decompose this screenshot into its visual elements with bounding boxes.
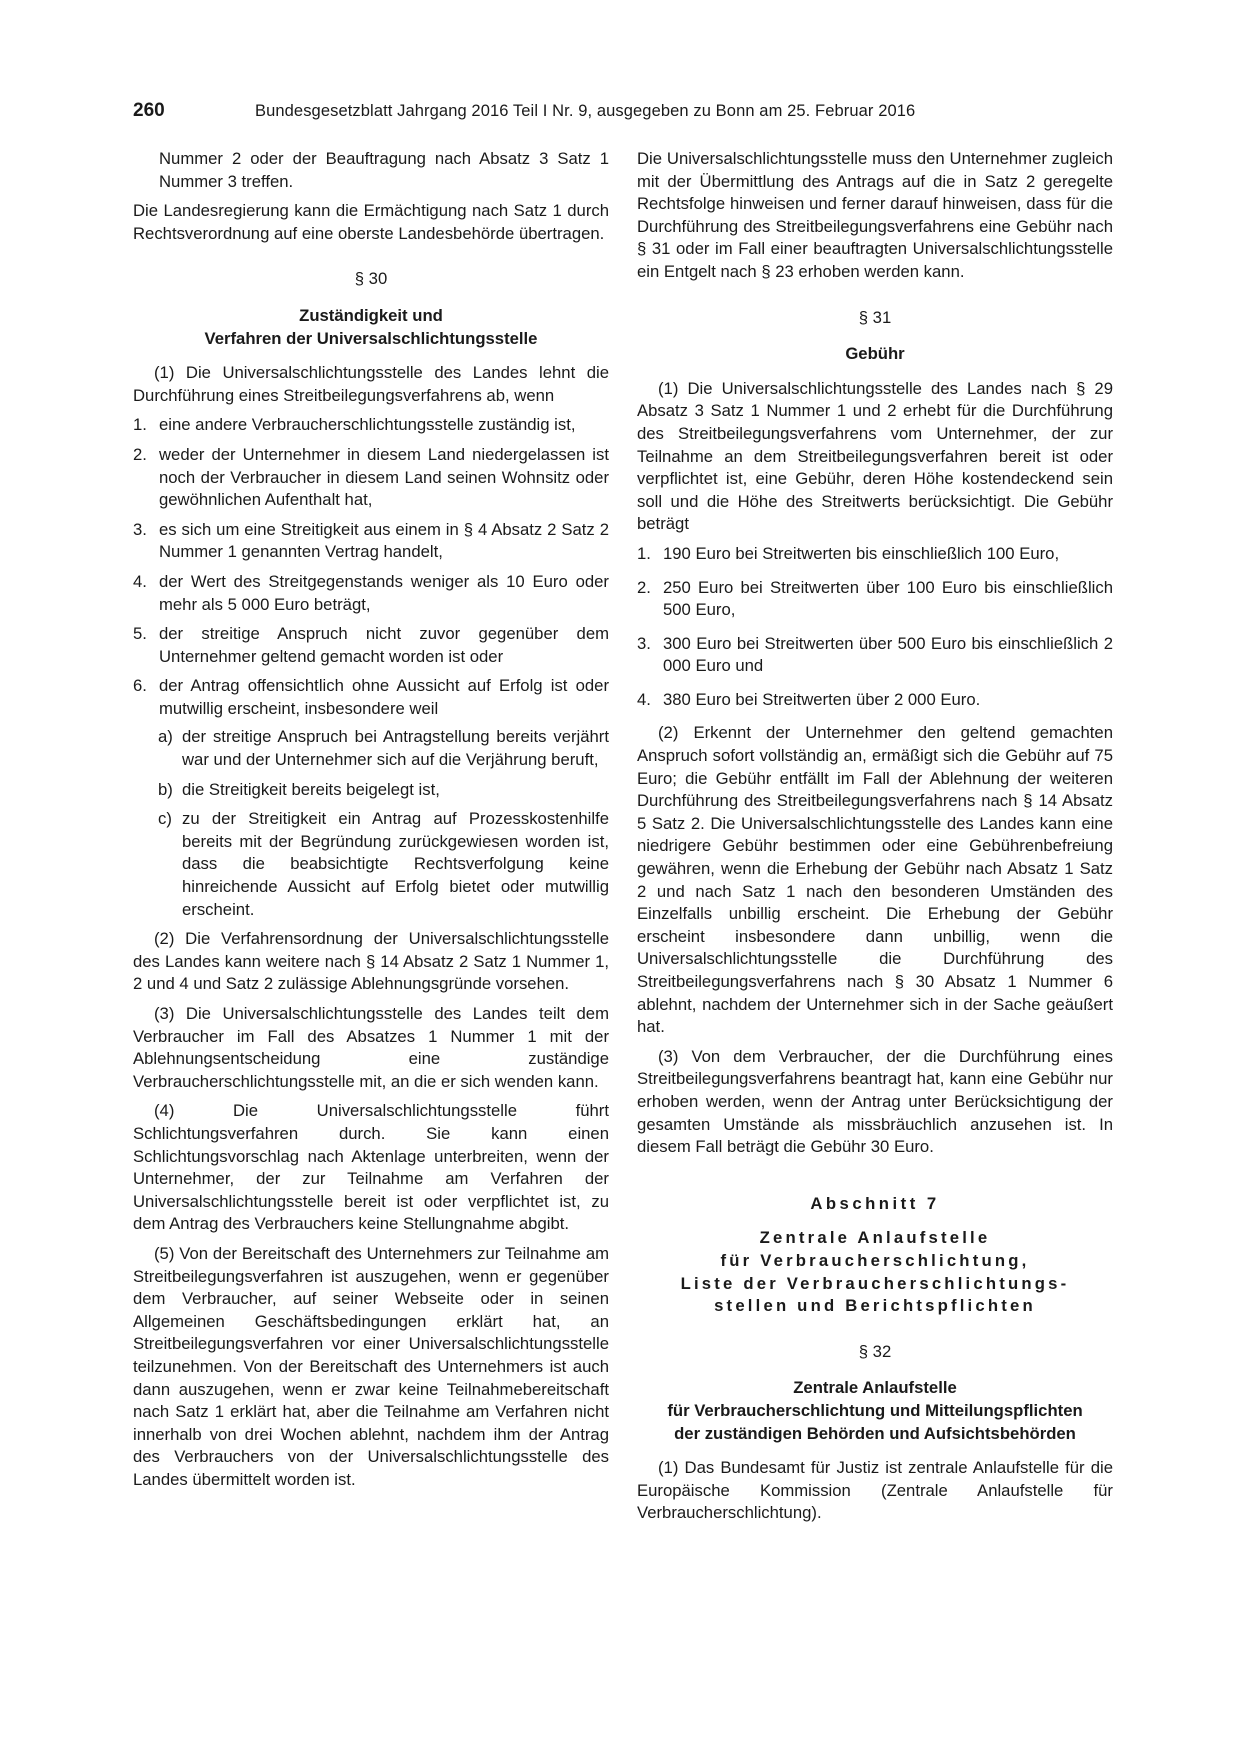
- abschnitt-7-number: Abschnitt 7: [810, 1193, 940, 1213]
- section-30-abs-4: (4) Die Universalschlichtungsstelle führt Schlichtungsverfahren durch. Sie kann einen Schlichtungsvorschlag nach Aktenlage unterbreiten, wenn der Unternehmer, der zur Teilnahme am Verfahren der Universalschlichtungsstelle bereit ist oder verpflichtet ist, zu dem Antrag des Verbrauchers keine Stellungnahme abgibt.: [133, 1101, 609, 1234]
- list-item-text: der Antrag offensichtlich ohne Aussicht auf Erfolg ist oder mutwillig erscheint, insbesondere weil: [159, 676, 609, 718]
- list-item: [133, 519, 609, 564]
- section-31-abs-3: (3) Von dem Verbraucher, der die Durchführung eines Streitbeilegungsverfahrens beantragt hat, kann eine Gebühr nur erhoben werden, wenn der Antrag unter Berücksichtigung der gesamten Umstände als missbräuchlich anzusehen ist. In diesem Fall beträgt die Gebühr 30 Euro.: [637, 1046, 1113, 1157]
- page-number: 260: [133, 100, 165, 121]
- continued-paragraph: [133, 148, 609, 193]
- page-header: [133, 100, 1108, 130]
- list-item-text: der Wert des Streitgegenstands weniger als 10 Euro oder mehr als 5 000 Euro beträgt,: [159, 571, 609, 614]
- list-item: [133, 414, 609, 437]
- right-column: [637, 148, 1113, 1532]
- section-31-number: § 31: [858, 307, 892, 327]
- section-32-title-line-3: der zuständigen Behörden und Aufsichtsbehörden: [674, 1423, 1076, 1443]
- section-30-title-line-2: Verfahren der Universalschlichtungsstelle: [204, 328, 538, 348]
- list-item: [637, 689, 1113, 712]
- paragraph-landesregierung: Die Landesregierung kann die Ermächtigung nach Satz 1 durch Rechtsverordnung auf eine oberste Landesbehörde übertragen.: [133, 201, 609, 243]
- section-30-title: [133, 305, 609, 350]
- section-32-number: § 32: [858, 1341, 892, 1361]
- list-item-label: 4.: [637, 689, 651, 709]
- sublist-item: [133, 808, 609, 921]
- section-30-number: § 30: [354, 269, 388, 289]
- section-30-list: [133, 414, 609, 720]
- list-item-text: es sich um eine Streitigkeit aus einem in § 4 Absatz 2 Satz 2 Nummer 1 genannten Vertrag handelt,: [159, 519, 609, 562]
- abschnitt-7-title-line-3: Liste der Verbraucherschlichtungs-: [680, 1273, 1070, 1293]
- list-item-label: 3.: [133, 519, 147, 539]
- abschnitt-7-title-line-4: stellen und Berichtspflichten: [714, 1296, 1036, 1316]
- section-30-sublist: [133, 726, 609, 921]
- list-item: [133, 444, 609, 512]
- list-item-label: 6.: [133, 676, 147, 696]
- list-item-label: 3.: [637, 633, 651, 653]
- continued-paragraph-right: Die Universalschlichtungsstelle muss den Unternehmer zugleich mit der Übermittlung des Antrags auf die in Satz 2 geregelte Rechtsfolge hinweisen und ferner darauf hinweisen, dass für die Durchführung des Streitbeilegungsverfahrens eine Gebühr nach § 31 oder im Fall einer beauftragten Universalschlichtungsstelle ein Entgelt nach § 23 erhoben werden kann.: [637, 149, 1113, 281]
- list-item-text: der streitige Anspruch nicht zuvor gegenüber dem Unternehmer geltend gemacht worden ist oder: [159, 624, 609, 666]
- sublist-item: [133, 779, 609, 802]
- section-31-title: Gebühr: [845, 344, 905, 364]
- sublist-item-label: c): [158, 809, 172, 829]
- section-32-title: [637, 1377, 1113, 1445]
- abschnitt-7-title: [637, 1227, 1113, 1317]
- list-item-text: 250 Euro bei Streitwerten über 100 Euro bis einschließlich 500 Euro,: [663, 577, 1113, 620]
- section-30-title-line-1: Zuständigkeit und: [299, 305, 443, 325]
- list-item-label: 2.: [133, 444, 147, 464]
- sublist-item-label: a): [158, 727, 173, 747]
- list-item: [637, 543, 1113, 566]
- list-item-label: 1.: [133, 415, 147, 435]
- list-item-text: weder der Unternehmer in diesem Land niedergelassen ist noch der Verbraucher in diesem Land seinen Wohnsitz oder gewöhnlichen Aufenthalt hat,: [159, 444, 609, 510]
- section-30-abs-5: (5) Von der Bereitschaft des Unternehmers zur Teilnahme am Streitbeilegungsverfahren ist auszugehen, wenn er gegenüber dem Verbraucher, auf seiner Webseite oder in seinen Allgemeinen Geschäftsbedingungen erklärt hat, an Streitbeilegungsverfahren vor einer Universalschlichtungsstelle teilzunehmen. Von der Bereitschaft des Unternehmers ist auch dann auszugehen, wenn er zwar keine Teilnahmebereitschaft nach Satz 1 erklärt hat, aber die Teilnahme am Verfahren nicht innerhalb von drei Wochen ablehnt, nachdem ihm der Antrag des Verbrauchers von der Universalschlichtungsstelle des Landes übermittelt worden ist.: [133, 1243, 609, 1489]
- list-item-text: eine andere Verbraucherschlichtungsstelle zuständig ist,: [159, 415, 576, 435]
- sublist-item-text: die Streitigkeit bereits beigelegt ist,: [182, 779, 440, 799]
- list-item: [133, 571, 609, 616]
- list-item-label: 5.: [133, 624, 147, 644]
- section-30-abs-1-intro: (1) Die Universalschlichtungsstelle des Landes lehnt die Durchführung eines Streitbeilegungsverfahrens ab, wenn: [133, 363, 609, 405]
- list-item: [133, 675, 609, 720]
- list-item: [637, 633, 1113, 678]
- abschnitt-7-title-line-1: Zentrale Anlaufstelle: [759, 1228, 991, 1248]
- list-item-label: 1.: [637, 543, 651, 563]
- running-title: Bundesgesetzblatt Jahrgang 2016 Teil I Nr. 9, ausgegeben zu Bonn am 25. Februar 2016: [255, 102, 916, 120]
- section-31-list: [637, 543, 1113, 712]
- section-31-abs-2: (2) Erkennt der Unternehmer den geltend gemachten Anspruch sofort vollständig an, ermäßigt sich die Gebühr auf 75 Euro; die Gebühr entfällt im Fall der Ablehnung der weiteren Durchführung des Streitbeilegungsverfahrens nach § 14 Absatz 5 Satz 2. Die Universalschlichtungsstelle des Landes kann eine niedrigere Gebühr bestimmen oder eine Gebührenbefreiung gewähren, wenn die Erhebung der Gebühr nach Absatz 1 Satz 2 und nach Satz 1 nach den besonderen Umständen des Einzelfalls unbillig erscheint. Die Erhebung der Gebühr erscheint insbesondere dann unbillig, wenn die Universalschlichtungsstelle die Durchführung des Streitbeilegungsverfahrens nach § 30 Absatz 1 Nummer 6 ablehnt, nachdem der Unternehmer sich in der Sache geäußert hat.: [637, 723, 1113, 1037]
- list-item: [133, 623, 609, 668]
- continued-paragraph-text: Nummer 2 oder der Beauftragung nach Absatz 3 Satz 1 Nummer 3 treffen.: [159, 149, 609, 191]
- left-column: [133, 148, 609, 1498]
- section-32-abs-1: (1) Das Bundesamt für Justiz ist zentrale Anlaufstelle für die Europäische Kommission (Zentrale Anlaufstelle für Verbraucherschlichtung).: [637, 1458, 1113, 1523]
- list-item-text: 190 Euro bei Streitwerten bis einschließlich 100 Euro,: [663, 543, 1060, 563]
- list-item-label: 2.: [637, 577, 651, 597]
- list-item: [637, 577, 1113, 622]
- section-30-abs-2: (2) Die Verfahrensordnung der Universalschlichtungsstelle des Landes kann weitere nach § 14 Absatz 2 Satz 1 Nummer 1, 2 und 4 und Satz 2 zulässige Ablehnungsgründe vorsehen.: [133, 929, 609, 994]
- list-item-text: 380 Euro bei Streitwerten über 2 000 Euro.: [663, 689, 981, 709]
- section-30-abs-3: (3) Die Universalschlichtungsstelle des Landes teilt dem Verbraucher im Fall des Absatzes 1 Nummer 1 mit der Ablehnungsentscheidung eine zuständige Verbraucherschlichtungsstelle mit, an die er sich wenden kann.: [133, 1004, 609, 1091]
- list-item-label: 4.: [133, 571, 147, 591]
- section-31-abs-1-intro: (1) Die Universalschlichtungsstelle des Landes nach § 29 Absatz 3 Satz 1 Nummer 1 und 2 erhebt für die Durchführung des Streitbeilegungsverfahrens vom Unternehmer, der zur Teilnahme an dem Streitbeilegungsverfahren bereit ist oder verpflichtet ist, eine Gebühr, deren Höhe kostendeckend sein soll und die Höhe des Streitwerts berücksichtigt. Die Gebühr beträgt: [637, 378, 1113, 534]
- sublist-item-text: der streitige Anspruch bei Antragstellung bereits verjährt war und der Unternehmer sich auf die Verjährung beruft,: [182, 727, 609, 770]
- sublist-item-label: b): [158, 779, 173, 799]
- list-item-text: 300 Euro bei Streitwerten über 500 Euro bis einschließlich 2 000 Euro und: [663, 633, 1113, 676]
- abschnitt-7-title-line-2: für Verbraucherschlichtung,: [720, 1250, 1030, 1270]
- sublist-item-text: zu der Streitigkeit ein Antrag auf Prozesskostenhilfe bereits mit der Begründung zurückgewiesen worden ist, dass die beabsichtigte Rechtsverfolgung keine hinreichende Aussicht auf Erfolg bietet oder mutwillig erscheint.: [182, 809, 609, 919]
- section-32-title-line-1: Zentrale Anlaufstelle: [793, 1378, 957, 1398]
- section-32-title-line-2: für Verbraucherschlichtung und Mitteilungspflichten: [667, 1400, 1083, 1420]
- sublist-item: [133, 726, 609, 771]
